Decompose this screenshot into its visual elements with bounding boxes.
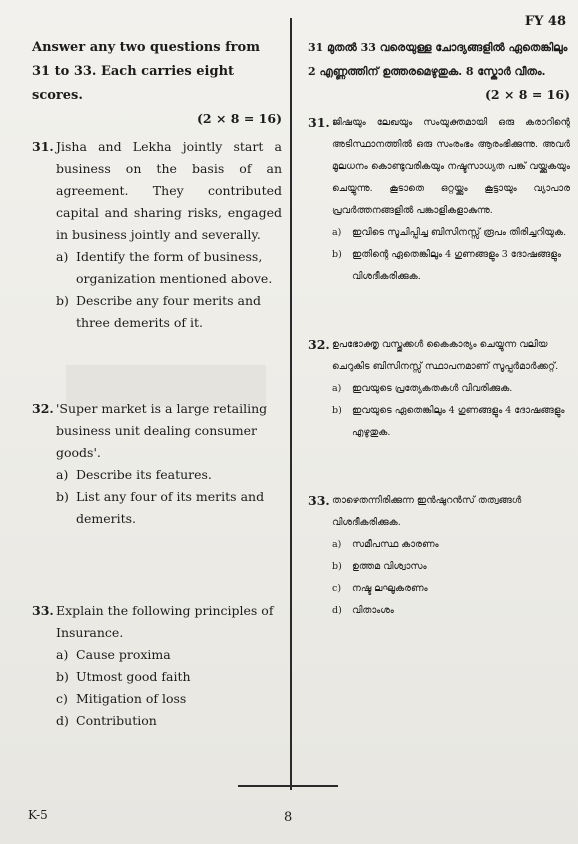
column-divider <box>290 18 292 790</box>
score-en: (2 × 8 = 16) <box>197 111 282 126</box>
english-column <box>32 36 282 732</box>
question-33-en: 33. Explain the following principles of Insurance. a) Cause proxima b) Utmost good faith c) Mitigation of loss d) Contribution <box>32 603 274 728</box>
question-33-ml: 33. താഴെതന്നിരിക്കുന്ന ഇൻഷുറൻസ് തത്വങ്ങൾ വിശദീകരിക്കുക. a) സമീപസ്ഥ കാരണം b) ഉത്തമ വിശ്വാസം c) നഷ്ട ലഘൂകരണം d) വിതാംശം <box>308 493 522 616</box>
score-ml: (2 × 8 = 16) <box>485 87 570 102</box>
footer-code: K-5 <box>28 808 48 822</box>
instruction-en: Answer any two questions from 31 to 33. Each carries eight scores. <box>32 40 260 103</box>
end-rule <box>238 785 338 787</box>
question-31-en: 31. Jisha and Lekha jointly start a business on the basis of an agreement. They contributed capital and sharing risks, engaged in business jointly and severally. a) Identify the form of business, organization mentioned above. b) Describe any four merits and three demerits of it. <box>32 139 282 330</box>
question-31-ml: 31. ജിഷയും ലേഖയും സംയുക്തമായി ഒരു കരാറിന്റെ അടിസ്ഥാനത്തിൽ ഒരു സംരംഭം ആരംഭിക്കുന്നു. അവർ മൂലധനം കൊണ്ടുവരികയും നഷ്ടസാധ്യത പങ്ക് വയ്ക്കുകയും ചെയ്യുന്നു. കൂടാതെ ഒറ്റയ്ക്കും കൂട്ടായും വ്യാപാര പ്രവർത്തനങ്ങളിൽ പങ്കാളികളാകുന്നു. a) ഇവിടെ സൂചിപ്പിച്ച ബിസിനസ്സ് രൂപം തിരിച്ചറിയുക. b) ഇതിന്റെ ഏതെങ്കിലും 4 ഗുണങ്ങളും 3 ദോഷങ്ങളും വിശദീകരിക്കുക. <box>308 115 570 282</box>
question-32-en: 32. 'Super market is a large retailing business unit dealing consumer goods'. a) Describe its features. b) List any four of its merits and demerits. <box>32 401 268 526</box>
question-32-ml: 32. ഉപഭോക്തൃ വസ്തുക്കൾ കൈകാര്യം ചെയ്യുന്ന വലിയ ചെറുകിട ബിസിനസ്സ് സ്ഥാപനമാണ് സൂപ്പർമാർക്കറ്റ്. a) ഇവയുടെ പ്രത്യേകതകൾ വിവരിക്കുക. b) ഇവയുടെ ഏതെങ്കിലും 4 ഗുണങ്ങളും 4 ദോഷങ്ങളും എഴുതുക. <box>308 337 565 438</box>
malayalam-column <box>308 36 570 622</box>
page-number: 8 <box>284 810 293 825</box>
paper-code: FY 48 <box>524 14 566 29</box>
instruction-ml: 31 മുതൽ 33 വരെയുള്ള ചോദ്യങ്ങളിൽ ഏതെങ്കിലും 2 എണ്ണത്തിന് ഉത്തരമെഴുതുക. 8 സ്കോർ വീതം. <box>308 41 568 78</box>
